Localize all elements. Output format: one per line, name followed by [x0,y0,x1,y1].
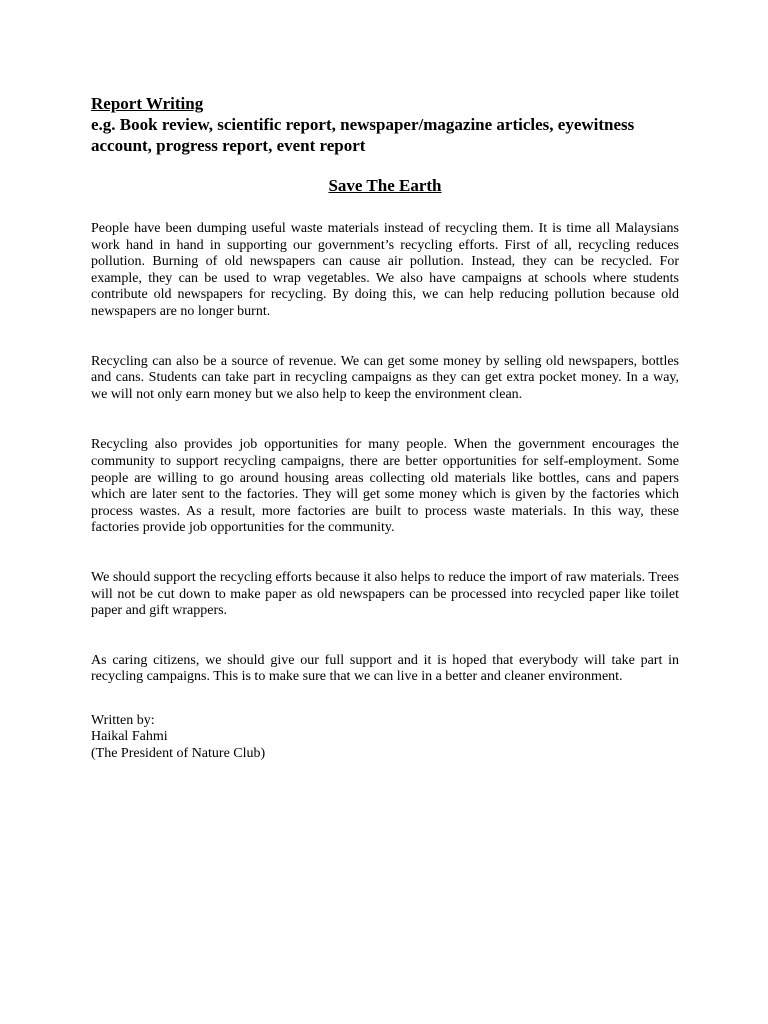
examples-line-2: account, progress report, event report [91,136,366,155]
signature-label: Written by: [91,712,155,728]
examples-line-1: e.g. Book review, scientific report, newspaper/magazine articles, eyewitness [91,115,635,134]
paragraph-3: Recycling also provides job opportunities for many people. When the government encourages the community to support recycling campaigns, there are better opportunities for self-employment. Some people are willing to go around housing areas collecting old materials like bottles, cans and papers which are later sent to the factories. They will get some money which is given by the factories which process wastes. As a result, more factories are built to process waste materials. In this way, these factories provide job opportunities for the community. [91,437,679,536]
signature-block [91,713,679,763]
signature-name: Haikal Fahmi [91,729,168,745]
paragraph-1: People have been dumping useful waste materials instead of recycling them. It is time all Malaysians work hand in hand in supporting our government’s recycling efforts. First of all, recycling reduces pollution. Burning of old newspapers can cause air pollution. Instead, they can be recycled. For example, they can be used to wrap vegetables. We also have campaigns at schools where students contribute old newspapers for recycling. By doing this, we can help reducing pollution because old newspapers are no longer burnt. [91,221,679,319]
document-page [91,93,679,763]
document-heading: Report Writing [91,94,204,113]
paragraph-5: As caring citizens, we should give our full support and it is hoped that everybody will take part in recycling campaigns. This is to make sure that we can live in a better and cleaner environment. [91,652,679,685]
paragraph-4: We should support the recycling efforts because it also helps to reduce the import of raw materials. Trees will not be cut down to make paper as old newspapers can be processed into recycled paper like toilet paper and gift wrappers. [91,569,679,619]
paragraph-2: Recycling can also be a source of revenue. We can get some money by selling old newspapers, bottles and cans. Students can take part in recycling campaigns as they can get extra pocket money. In a way, we will not only earn money but we also help to keep the environment clean. [91,353,679,402]
signature-role: (The President of Nature Club) [91,746,266,762]
report-title: Save The Earth [328,176,442,195]
